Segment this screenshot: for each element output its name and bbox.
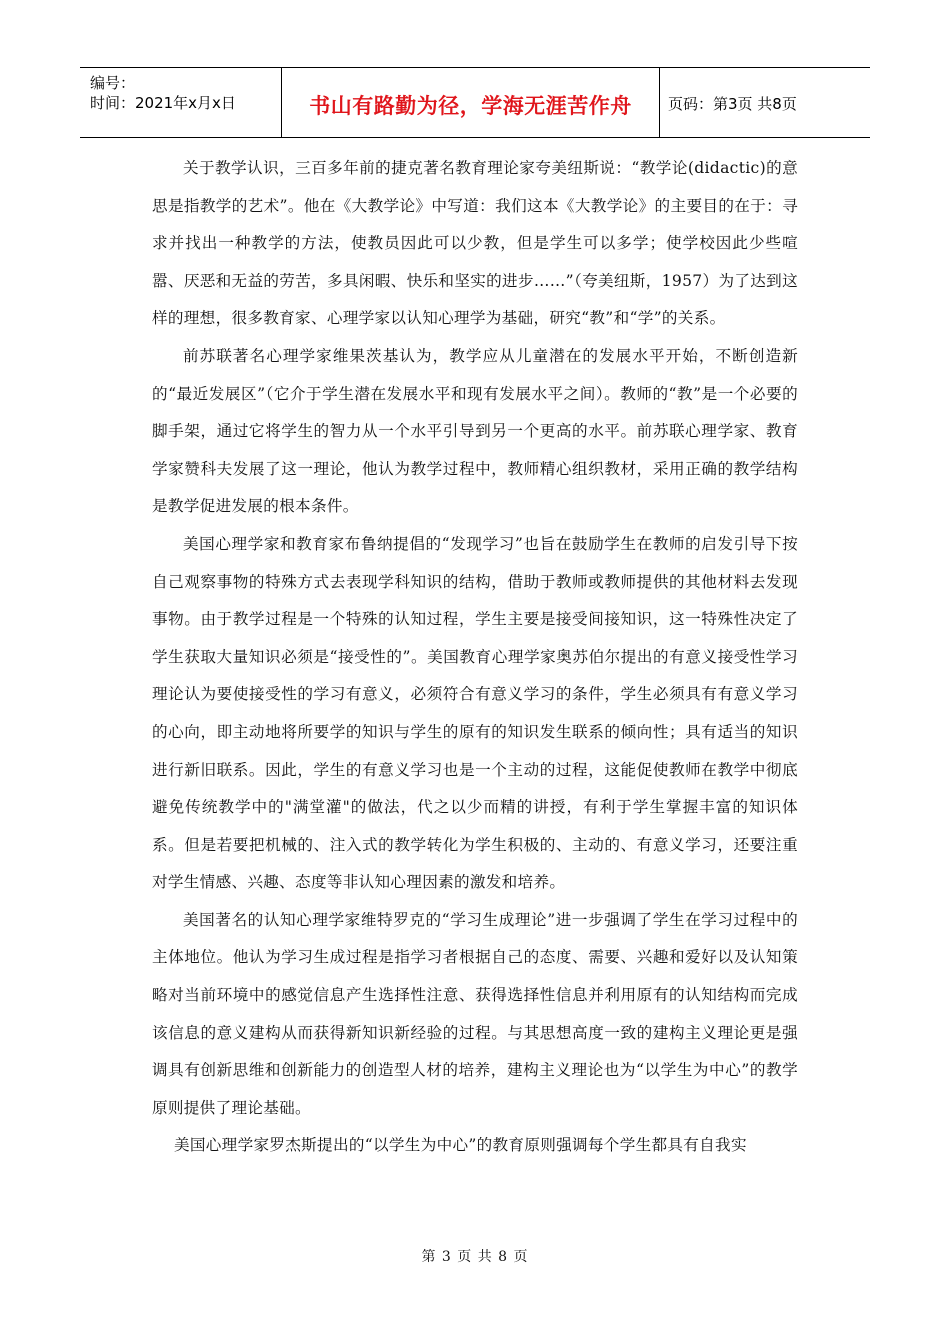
document-body: [152, 150, 798, 1165]
paragraph-4: 美国著名的认知心理学家维特罗克的“学习生成理论”进一步强调了学生在学习过程中的主体地位。他认为学习生成过程是指学习者根据自己的态度、需要、兴趣和爱好以及认知策略对当前环境中的感觉信息产生选择性注意、获得选择性信息并利用原有的认知结构而完成该信息的意义建构从而获得新知识新经验的过程。与其思想高度一致的建构主义理论更是强调具有创新思维和创新能力的创造型人材的培养，建构主义理论也为“以学生为中心”的教学原则提供了理论基础。: [152, 910, 798, 1117]
page-footer: 第 3 页 共 8 页: [421, 1249, 529, 1265]
code-label: 编号：: [90, 74, 136, 92]
header-motto-cell: [282, 68, 660, 137]
page-info: 页码：第3页 共8页: [668, 95, 797, 113]
motto-text: 书山有路勤为径，学海无涯苦作舟: [309, 94, 632, 118]
document-header: [80, 67, 870, 138]
paragraph-5-rest: 罗杰斯提出的“以学生为中心”的教育原则强调每个学生都具有自我实: [269, 1136, 747, 1155]
header-meta-cell: [80, 68, 282, 137]
paragraph-5-lead: 美国心理学家: [174, 1136, 270, 1155]
paragraph-2: 前苏联著名心理学家维果茨基认为，教学应从儿童潜在的发展水平开始，不断创造新的“最近发展区”（它介于学生潜在发展水平和现有发展水平之间）。教师的“教”是一个必要的脚手架，通过它将学生的智力从一个水平引导到另一个更高的水平。前苏联心理学家、教育学家赞科夫发展了这一理论，他认为教学过程中，教师精心组织教材，采用正确的教学结构是教学促进发展的根本条件。: [152, 346, 798, 516]
paragraph-1: 关于教学认识，三百多年前的捷克著名教育理论家夸美纽斯说：“教学论(didactic)的意思是指教学的艺术”。他在《大教学论》中写道：我们这本《大教学论》的主要目的在于：寻求并找出一种教学的方法，使教员因此可以少教，但是学生可以多学；使学校因此少些喧嚣、厌恶和无益的劳苦，多具闲暇、快乐和坚实的进步……”（夸美纽斯，1957）为了达到这样的理想，很多教育家、心理学家以认知心理学为基础，研究“教”和“学”的关系。: [152, 159, 798, 328]
paragraph-5: [152, 1127, 798, 1165]
header-page-cell: [660, 68, 870, 137]
date-label: 时间：2021年x月x日: [90, 94, 236, 112]
paragraph-3: 美国心理学家和教育家布鲁纳提倡的“发现学习”也旨在鼓励学生在教师的启发引导下按自己观察事物的特殊方式去表现学科知识的结构，借助于教师或教师提供的其他材料去发现事物。由于教学过程是一个特殊的认知过程，学生主要是接受间接知识，这一特殊性决定了学生获取大量知识必须是“接受性的”。美国教育心理学家奥苏伯尔提出的有意义接受性学习理论认为要使接受性的学习有意义，必须符合有意义学习的条件，学生必须具有有意义学习的心向，即主动地将所要学的知识与学生的原有的知识发生联系的倾向性；具有适当的知识进行新旧联系。因此，学生的有意义学习也是一个主动的过程，这能促使教师在教学中彻底避免传统教学中的"满堂灌"的做法，代之以少而精的讲授，有利于学生掌握丰富的知识体系。但是若要把机械的、注入式的教学转化为学生积极的、主动的、有意义学习，还要注重对学生情感、兴趣、态度等非认知心理因素的激发和培养。: [152, 534, 798, 892]
